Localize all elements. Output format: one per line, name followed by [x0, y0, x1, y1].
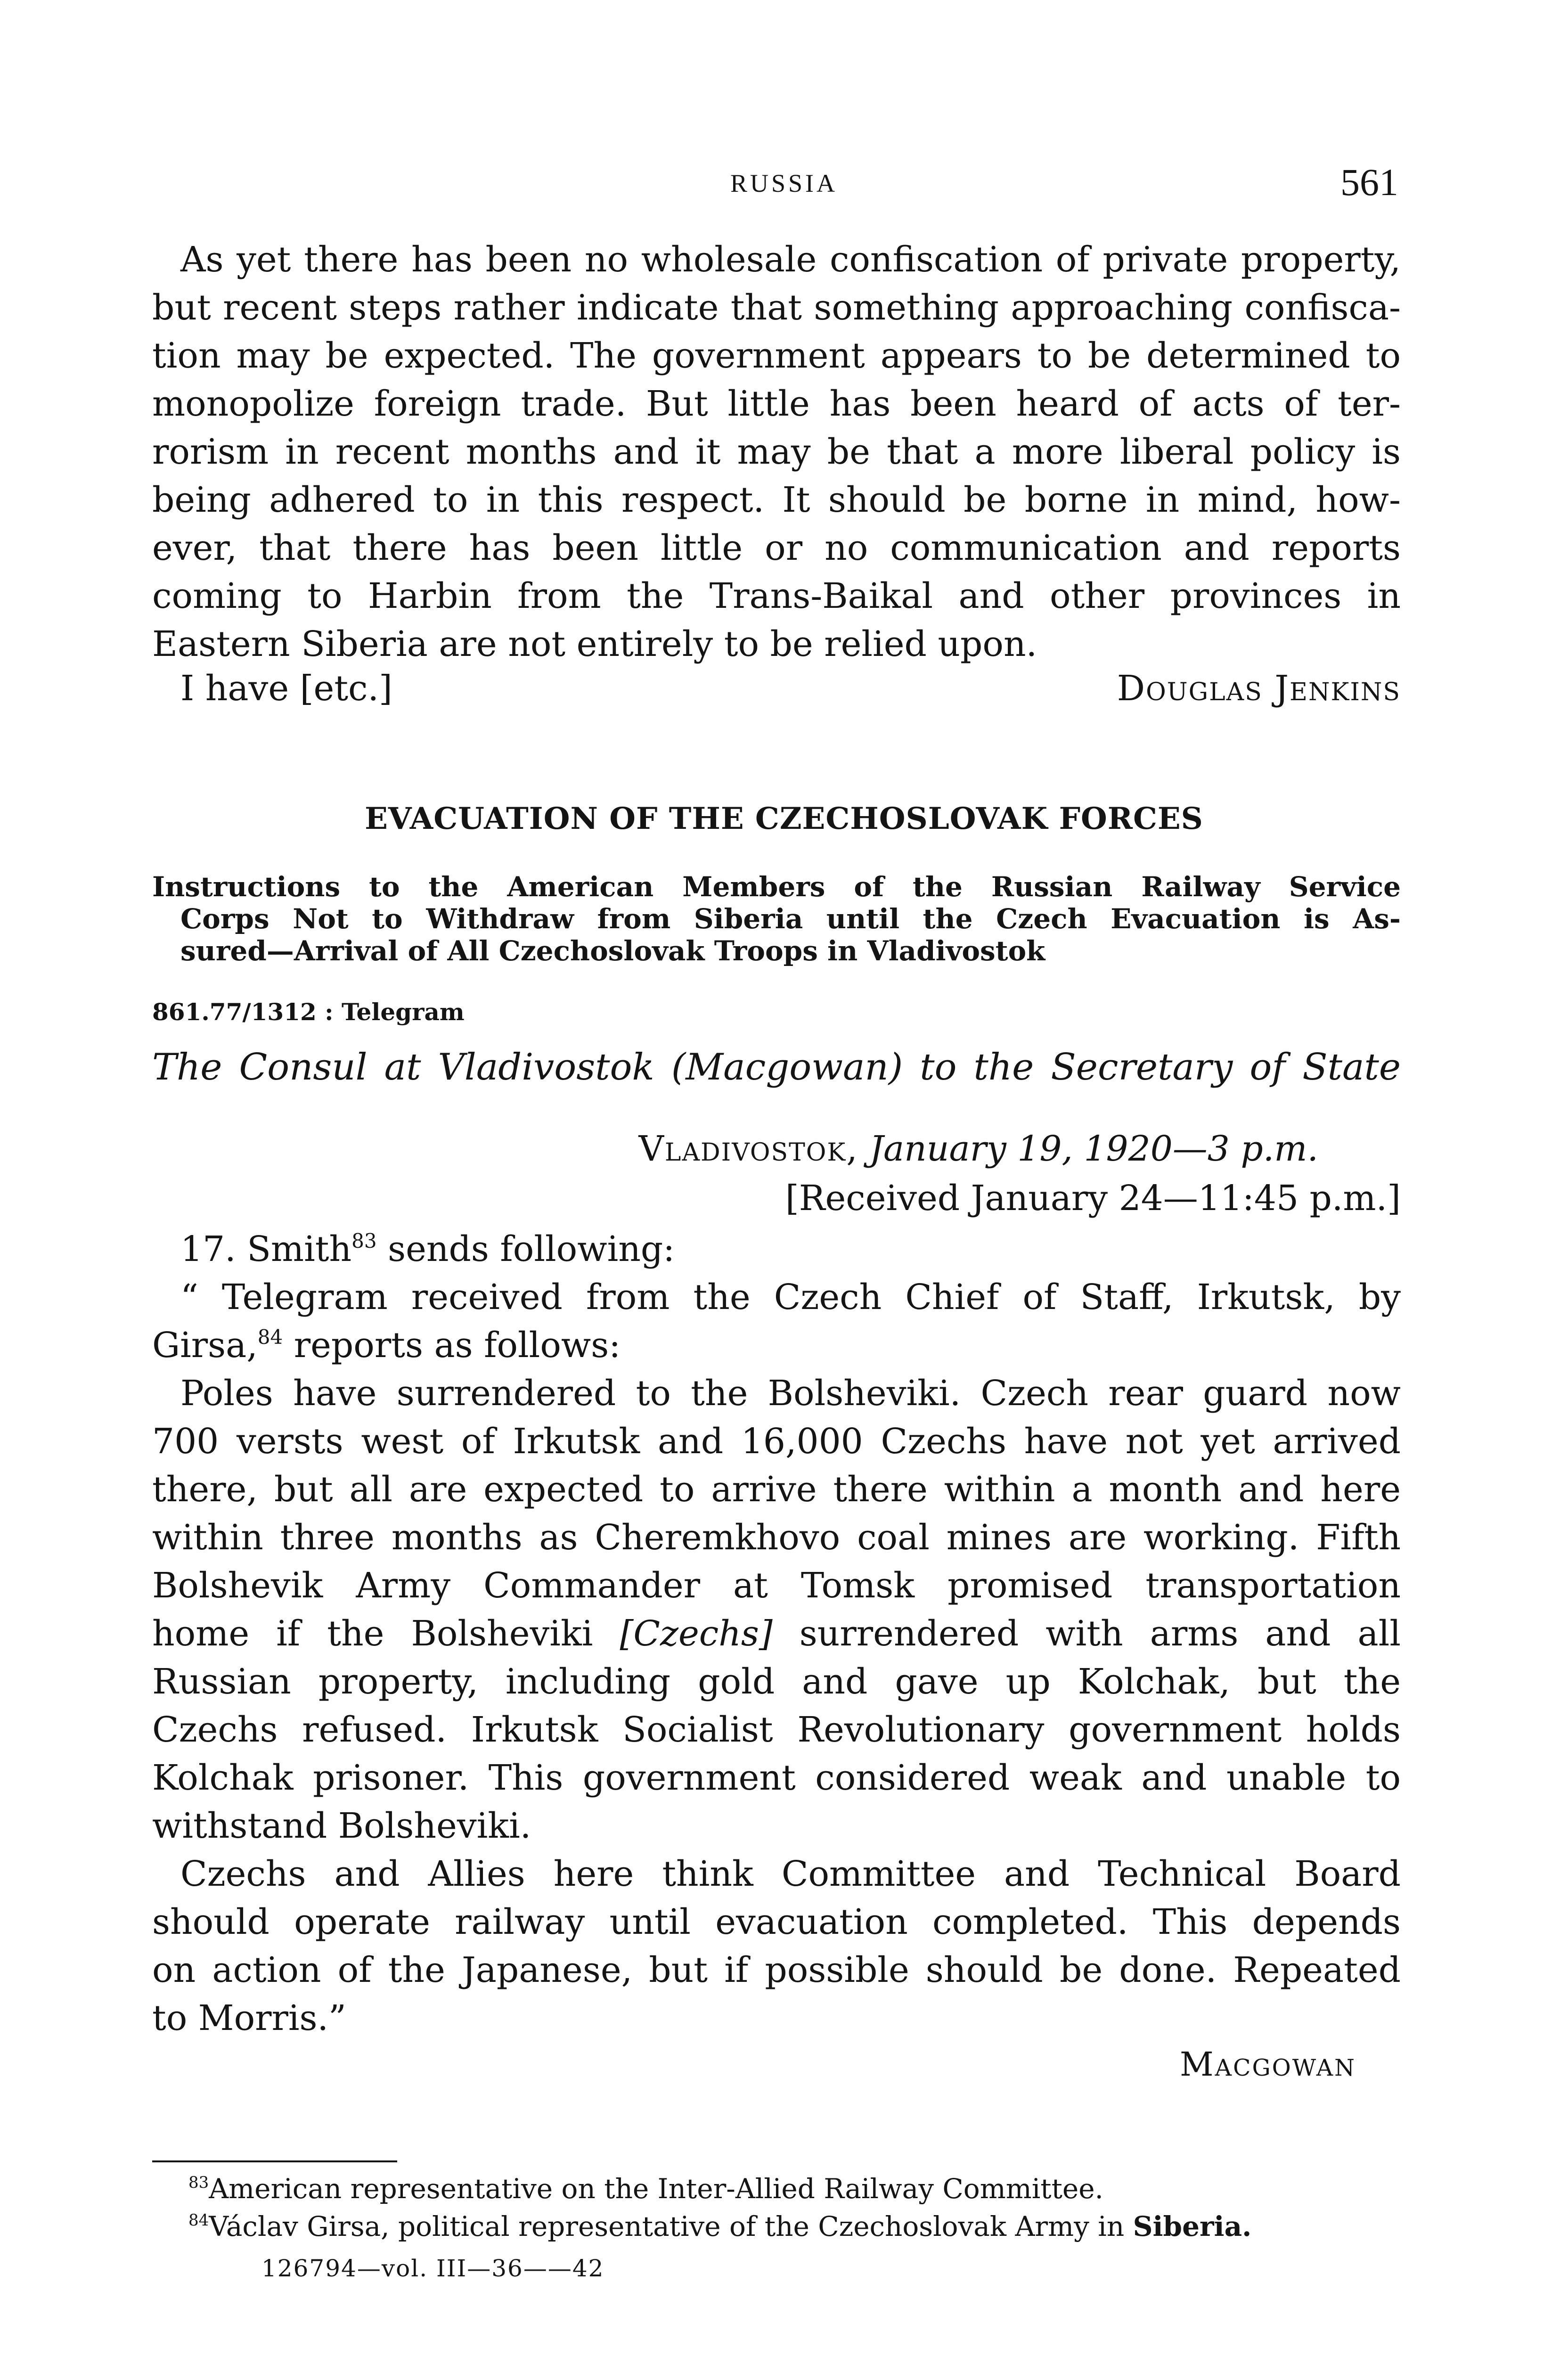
text-line	[152, 1321, 1401, 1369]
telegram-body	[152, 1225, 1401, 2042]
footnote-text-tail: Siberia.	[1133, 2210, 1252, 2242]
text-line: being adhered to in this respect. It should be borne in mind, how-	[152, 480, 1401, 520]
editorial-insertion: [Czechs]	[620, 1613, 773, 1654]
text-line: Eastern Siberia are not entirely to be relied upon.	[152, 624, 1037, 664]
footnote-83	[188, 2170, 1413, 2208]
text-line: but recent steps rather indicate that something approaching confisca-	[152, 287, 1401, 328]
opening-text: sends following:	[376, 1229, 675, 1269]
line-text: surrendered with arms and all	[772, 1613, 1401, 1654]
dateline	[638, 1129, 1318, 1169]
file-reference: 861.77/1312 : Telegram	[152, 998, 465, 1026]
dateline-place: Vladivostok,	[638, 1129, 858, 1169]
footnote-text: American representative on the Inter-Allied Railway Committee.	[209, 2173, 1103, 2205]
text-line: ever, that there has been little or no communication and reports	[152, 528, 1401, 568]
received-note: [Received January 24—11:45 p.m.]	[785, 1178, 1401, 1219]
running-title: RUSSIA	[730, 169, 838, 197]
line-text: home if the Bolsheviki	[152, 1613, 620, 1654]
section-title: EVACUATION OF THE CZECHOSLOVAK FORCES	[365, 801, 1203, 836]
intro-signoff	[152, 668, 1401, 716]
footnote-mark: 84	[188, 2211, 209, 2230]
text-line: Bolshevik Army Commander at Tomsk promised transportation	[152, 1565, 1401, 1606]
opening-text: 17. Smith	[180, 1229, 352, 1269]
footnotes	[188, 2170, 1413, 2245]
footnote-text: Václav Girsa, political representative of the Czechoslovak Army in	[209, 2210, 1133, 2242]
footnote-mark: 83	[188, 2173, 209, 2192]
footnote-rule	[152, 2160, 397, 2162]
text-line	[152, 1610, 1401, 1658]
printer-line: 126794—vol. III—36——42	[261, 2255, 604, 2282]
text-line: to Morris.”	[152, 1998, 346, 2038]
text-line: Czechs and Allies here think Committee and Technical Board	[180, 1854, 1401, 1894]
text-line: Poles have surrendered to the Bolsheviki. Czech rear guard now	[180, 1373, 1401, 1414]
text-line: 700 versts west of Irkutsk and 16,000 Czechs have not yet arrived	[152, 1421, 1401, 1462]
footnote-ref-84: 84	[257, 1325, 283, 1349]
text-line	[152, 1225, 1401, 1273]
page-number: 561	[1340, 161, 1398, 204]
running-head	[0, 160, 1568, 217]
closing-formula: I have [etc.]	[180, 668, 392, 709]
text-line: coming to Harbin from the Trans-Baikal and other provinces in	[152, 576, 1401, 616]
intro-paragraph	[152, 236, 1401, 668]
subheading-line: Instructions to the American Members of the Russian Railway Service	[152, 871, 1401, 903]
text-line: should operate railway until evacuation completed. This depends	[152, 1902, 1401, 1942]
text-line: on action of the Japanese, but if possible should be done. Repeated	[152, 1950, 1401, 1990]
signature-jenkins: Douglas Jenkins	[1117, 668, 1401, 709]
text-line: within three months as Cheremkhovo coal mines are working. Fifth	[152, 1517, 1401, 1558]
footnote-ref-83: 83	[351, 1229, 377, 1252]
text-line: rorism in recent months and it may be that a more liberal policy is	[152, 432, 1401, 472]
section-subheading	[152, 871, 1401, 967]
document-title: The Consul at Vladivostok (Macgowan) to the Secretary of State	[152, 1046, 1401, 1088]
signature-macgowan: Macgowan	[1179, 2045, 1356, 2084]
subheading-line: Corps Not to Withdraw from Siberia until the Czech Evacuation is As-	[180, 903, 1401, 935]
text-line: “ Telegram received from the Czech Chief of Staff, Irkutsk, by	[180, 1277, 1401, 1317]
footnote-84	[188, 2208, 1413, 2245]
dateline-date: January 19, 1920—3 p.m.	[869, 1129, 1318, 1169]
text-line: Kolchak prisoner. This government considered weak and unable to	[152, 1758, 1401, 1798]
text-line: there, but all are expected to arrive there within a month and here	[152, 1469, 1401, 1510]
text-line: As yet there has been no wholesale confiscation of private property,	[180, 239, 1401, 280]
text-line: Czechs refused. Irkutsk Socialist Revolutionary government holds	[152, 1710, 1401, 1750]
quote-text: Girsa,	[152, 1325, 258, 1366]
text-line: tion may be expected. The government appears to be determined to	[152, 335, 1401, 376]
text-line: withstand Bolsheviki.	[152, 1806, 531, 1846]
text-line: monopolize foreign trade. But little has been heard of acts of ter-	[152, 384, 1401, 424]
subheading-line: sured—Arrival of All Czechoslovak Troops in Vladivostok	[180, 935, 1045, 967]
text-line: Russian property, including gold and gave up Kolchak, but the	[152, 1661, 1401, 1702]
quote-text: reports as follows:	[283, 1325, 621, 1366]
